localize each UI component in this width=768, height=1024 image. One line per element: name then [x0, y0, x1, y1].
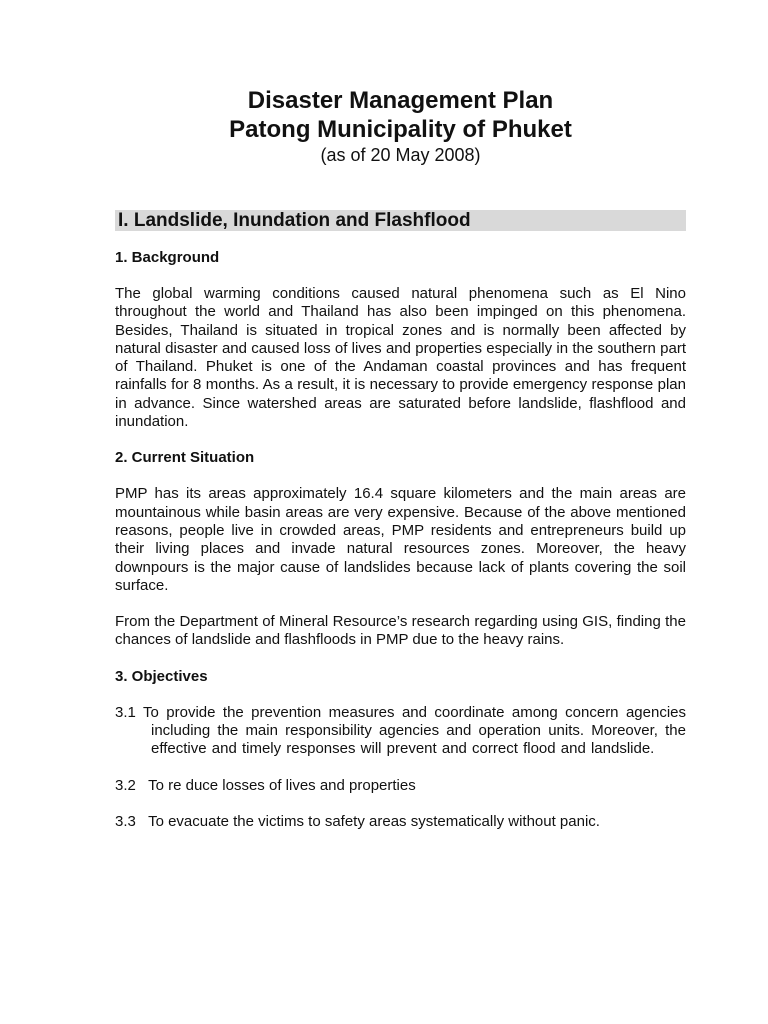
objective-item-3-2: 3.2 To re duce losses of lives and properties — [115, 776, 416, 794]
objectives-heading: 3. Objectives — [115, 667, 208, 685]
current-situation-paragraph-1: PMP has its areas approximately 16.4 square kilometers and the main areas are mountainous while basin areas are very expensive. Because of the above mentioned reasons, people live in crowded areas, PMP residents and entrepreneurs build up their living places and invade natural resources zones. Moreover, the heavy downpours is the major cause of landslides because lack of plants covering the soil surface. — [115, 485, 686, 594]
background-heading: 1. Background — [115, 249, 220, 266]
section-heading: I. Landslide, Inundation and Flashflood — [115, 210, 686, 231]
title-block — [115, 86, 686, 166]
document-subtitle: Patong Municipality of Phuket — [229, 116, 572, 143]
document-title: Disaster Management Plan — [247, 87, 554, 114]
objective-item-3-3: 3.3 To evacuate the victims to safety areas systematically without panic. — [115, 812, 600, 830]
background-paragraph: The global warming conditions caused natural phenomena such as El Nino throughout the world and Thailand has also been impinged on this phenomena. Besides, Thailand is situated in tropical zones and is normally been affected by natural disaster and caused loss of lives and properties especially in the southern part of Thailand. Phuket is one of the Andaman coastal provinces and has frequent rainfalls for 8 months. As a result, it is necessary to provide emergency response plan in advance. Since watershed areas are saturated before landslide, flashflood and inundation. — [115, 285, 686, 431]
objective-item-3-1: 3.1 To provide the prevention measures and coordinate among concern agencies including the main responsibility agencies and operation units. Moreover, the effective and timely responses will prevent and correct flood and landslide. — [115, 703, 686, 758]
document-date: (as of 20 May 2008) — [320, 145, 481, 165]
current-situation-paragraph-2: From the Department of Mineral Resource’s research regarding using GIS, finding the chances of landslide and flashfloods in PMP due to the heavy rains. — [115, 613, 686, 649]
current-situation-heading: 2. Current Situation — [115, 449, 255, 467]
